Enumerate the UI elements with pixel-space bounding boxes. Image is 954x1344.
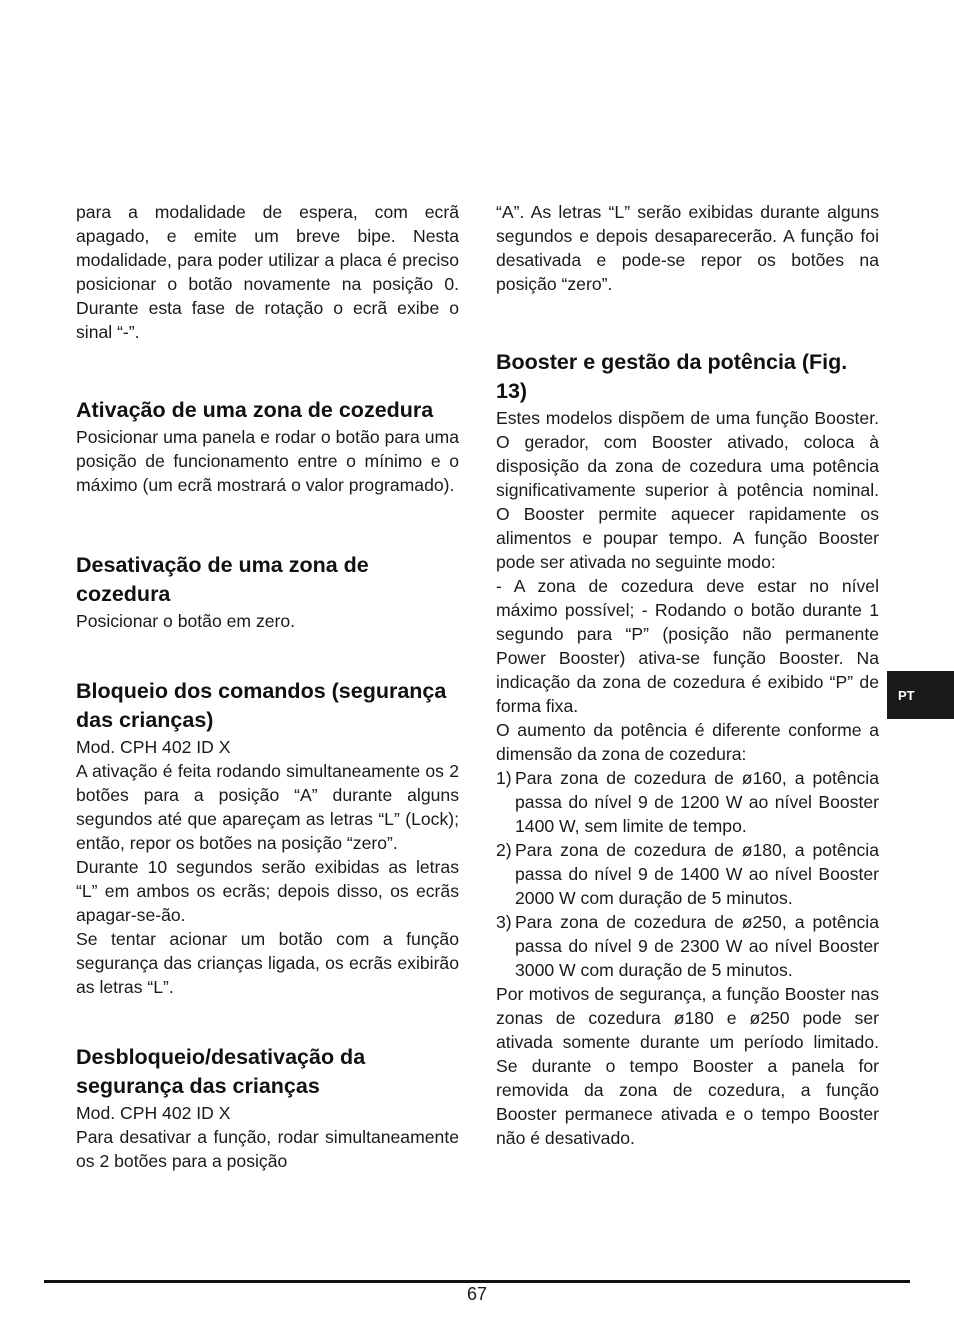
list-item-number: 1) — [496, 768, 512, 788]
deactivation-text: Posicionar o botão em zero. — [76, 611, 296, 631]
booster-heading: Booster e gestão da potência (Fig. 13) — [496, 350, 848, 403]
page-number: 67 — [466, 1284, 488, 1304]
list-item-text: Para zona de cozedura de ø160, a potência passa do nível 9 de 1200 W ao nível Booster 1400 W, sem limite de tempo. — [515, 768, 879, 836]
unlock-text: Para desativar a função, rodar simultaneamente os 2 botões para a posição — [76, 1127, 459, 1171]
list-item — [496, 838, 879, 910]
booster-paragraph-2: - A zona de cozedura deve estar no nível máximo possível; - Rodando o botão durante 1 segundo para “P” (posição não permanente Power Booster) ativa-se função Booster. Na indicação da zona de cozedura é exibido “P” de forma fixa. — [496, 576, 879, 716]
list-item-text: Para zona de cozedura de ø250, a potência passa do nível 9 de 2300 W ao nível Booster 3000 W com duração de 5 minutos. — [515, 912, 879, 980]
lock-model: Mod. CPH 402 ID X — [76, 737, 231, 757]
language-tab — [887, 671, 954, 719]
unlock-continuation: “A”. As letras “L” serão exibidas durante alguns segundos e depois desaparecerão. A função foi desativada e pode-se repor os botões na posição “zero”. — [496, 202, 879, 294]
lock-paragraph-3: Se tentar acionar um botão com a função segurança das crianças ligada, os ecrãs exibirão as letras “L”. — [76, 929, 459, 997]
intro-paragraph: para a modalidade de espera, com ecrã apagado, e emite um breve bipe. Nesta modalidade, para poder utilizar a placa é preciso posicionar o botão novamente na posição 0. Durante esta fase de rotação o ecrã exibe o sinal “-”. — [76, 202, 459, 342]
lock-paragraph-2: Durante 10 segundos serão exibidas as letras “L” em ambos os ecrãs; depois disso, os ecrãs apagar-se-ão. — [76, 857, 459, 925]
activation-heading: Ativação de uma zona de cozedura — [76, 398, 434, 422]
list-item-number: 3) — [496, 912, 512, 932]
list-item-number: 2) — [496, 840, 512, 860]
booster-paragraph-1: Estes modelos dispõem de uma função Booster. O gerador, com Booster ativado, coloca à disposição da zona de cozedura uma potência significativamente superior à potência nominal. O Booster permite aquecer rapidamente os alimentos e poupar tempo. A função Booster pode ser ativada no seguinte modo: — [496, 408, 879, 572]
booster-paragraph-4: Por motivos de segurança, a função Booster nas zonas de cozedura ø180 e ø250 pode ser ativada somente durante um período limitado. Se durante o tempo Booster a panela for removida da zona de cozedura, a função Booster permanece ativada e o tempo Booster não é desativado. — [496, 984, 879, 1148]
unlock-heading: Desbloqueio/desativação da segurança das crianças — [76, 1045, 366, 1098]
lock-paragraph-1: A ativação é feita rodando simultaneamente os 2 botões para a posição “A” durante alguns segundos até que apareçam as letras “L” (Lock); então, repor os botões na posição “zero”. — [76, 761, 459, 853]
list-item-text: Para zona de cozedura de ø180, a potência passa do nível 9 de 1400 W ao nível Booster 2000 W com duração de 5 minutos. — [515, 840, 879, 908]
list-item — [496, 910, 879, 982]
list-item — [496, 766, 879, 838]
left-column — [76, 200, 459, 1173]
lock-heading: Bloqueio dos comandos (segurança das crianças) — [76, 679, 447, 732]
right-column — [496, 200, 879, 1150]
deactivation-heading: Desativação de uma zona de cozedura — [76, 553, 369, 606]
unlock-model: Mod. CPH 402 ID X — [76, 1103, 231, 1123]
language-tab-label: PT — [898, 687, 915, 703]
booster-paragraph-3: O aumento da potência é diferente conforme a dimensão da zona de cozedura: — [496, 720, 879, 764]
activation-text: Posicionar uma panela e rodar o botão para uma posição de funcionamento entre o mínimo e o máximo (um ecrã mostrará o valor programado). — [76, 427, 459, 495]
footer-divider — [44, 1280, 910, 1283]
